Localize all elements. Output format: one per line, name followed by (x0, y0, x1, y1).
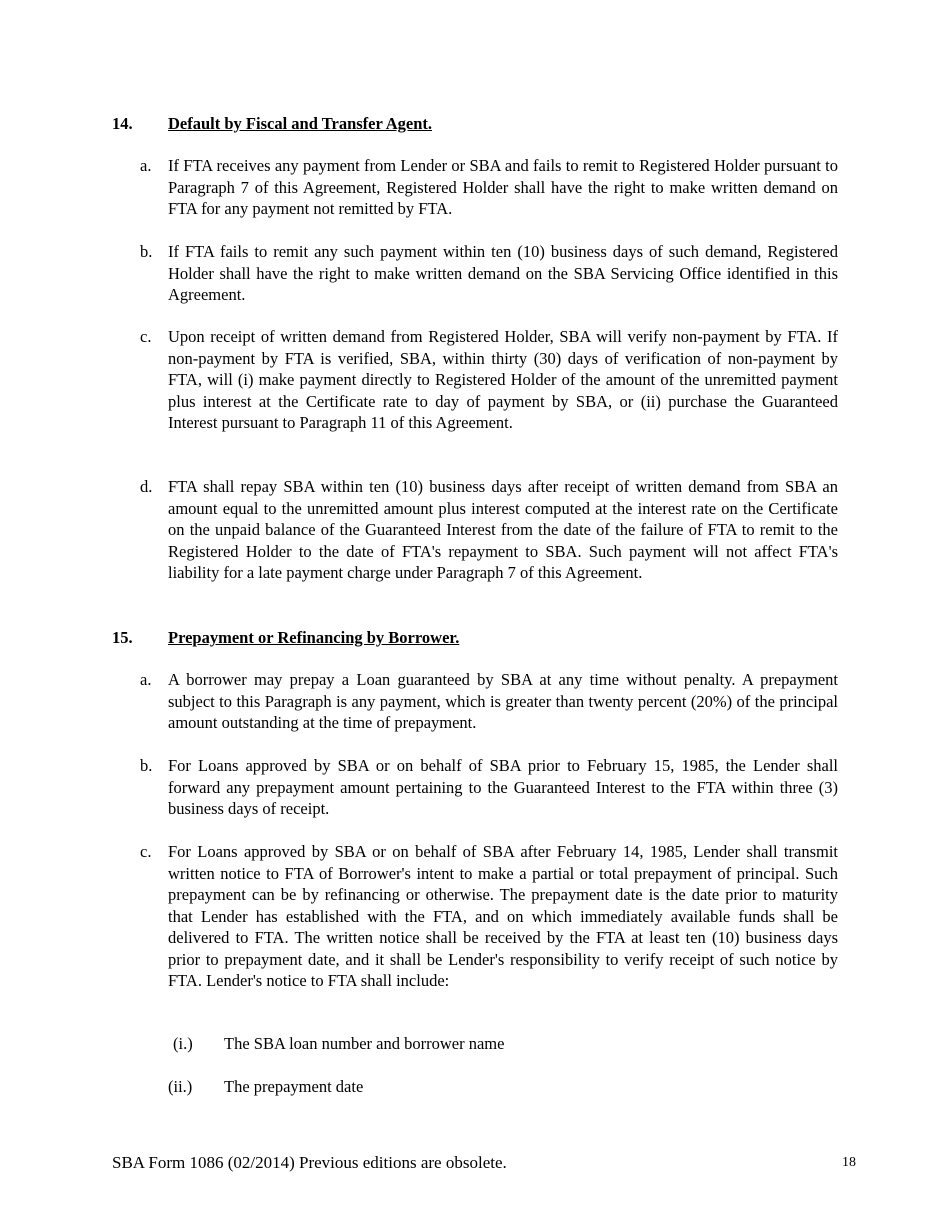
item-marker: a. (140, 156, 152, 175)
section-14-item-d (140, 476, 838, 584)
subitem-marker: (ii.) (168, 1077, 193, 1096)
section-15-item-c (140, 841, 838, 992)
item-text: FTA shall repay SBA within ten (10) business days after receipt of written demand from SBA an amount equal to the unremitted amount plus interest computed at the interest rate on the Certificate on the unpaid balance of the Guaranteed Interest from the date of the failure of FTA to remit to the Registered Holder to the date of FTA's repayment to SBA. Such payment will not affect FTA's liability for a late payment charge under Paragraph 7 of this Agreement. (168, 477, 838, 582)
section-14-item-b (140, 241, 838, 306)
item-marker: b. (140, 756, 153, 775)
item-text: If FTA fails to remit any such payment within ten (10) business days of such demand, Registered Holder shall have the right to make written demand on the SBA Servicing Office identified in this Agreement. (168, 242, 838, 304)
section-14-item-a (140, 155, 838, 220)
item-marker: c. (140, 327, 152, 346)
item-marker: d. (140, 477, 153, 496)
item-text: If FTA receives any payment from Lender or SBA and fails to remit to Registered Holder pursuant to Paragraph 7 of this Agreement, Registered Holder shall have the right to make written demand on FTA for any payment not remitted by FTA. (168, 156, 838, 218)
section-15-subitem-i (173, 1033, 504, 1055)
item-text: A borrower may prepay a Loan guaranteed by SBA at any time without penalty. A prepayment subject to this Paragraph is any payment, which is greater than twenty percent (20%) of the principal amount outstanding at the time of prepayment. (168, 670, 838, 732)
section-15-item-b (140, 755, 838, 820)
section-15-subitem-ii (168, 1076, 363, 1098)
item-marker: b. (140, 242, 153, 261)
section-15-heading (112, 627, 459, 649)
item-text: For Loans approved by SBA or on behalf of SBA after February 14, 1985, Lender shall transmit written notice to FTA of Borrower's intent to make a partial or total prepayment of principal. Such prepayment can be by refinancing or otherwise. The prepayment date is the date prior to maturity that Lender has established with the FTA, and on which immediately available funds shall be delivered to FTA. The written notice shall be received by the FTA at least ten (10) business days prior to prepayment date, and it shall be Lender's responsibility to verify receipt of such notice by FTA. Lender's notice to FTA shall include: (168, 842, 838, 990)
item-marker: a. (140, 670, 152, 689)
subitem-marker: (i.) (173, 1034, 193, 1053)
item-text: For Loans approved by SBA or on behalf of SBA prior to February 15, 1985, the Lender shall forward any prepayment amount pertaining to the Guaranteed Interest to the FTA within three (3) business days of receipt. (168, 756, 838, 818)
subitem-text: The SBA loan number and borrower name (224, 1034, 505, 1053)
section-14-heading (112, 113, 432, 135)
section-title: Default by Fiscal and Transfer Agent. (168, 114, 433, 133)
item-marker: c. (140, 842, 152, 861)
section-title: Prepayment or Refinancing by Borrower. (168, 628, 460, 647)
footer-form-text: SBA Form 1086 (02/2014) Previous editions are obsolete. (112, 1153, 507, 1172)
section-15-item-a (140, 669, 838, 734)
section-number: 14. (112, 114, 133, 133)
subitem-text: The prepayment date (224, 1077, 364, 1096)
section-14-item-c (140, 326, 838, 434)
section-number: 15. (112, 628, 133, 647)
page-number: 18 (842, 1155, 856, 1170)
item-text: Upon receipt of written demand from Registered Holder, SBA will verify non-payment by FTA. If non-payment by FTA is verified, SBA, within thirty (30) days of verification of non-payment by FTA, will (i) make payment directly to Registered Holder of the amount of the unremitted payment plus interest at the Certificate rate to day of payment by SBA, or (ii) purchase the Guaranteed Interest pursuant to Paragraph 11 of this Agreement. (168, 327, 838, 432)
